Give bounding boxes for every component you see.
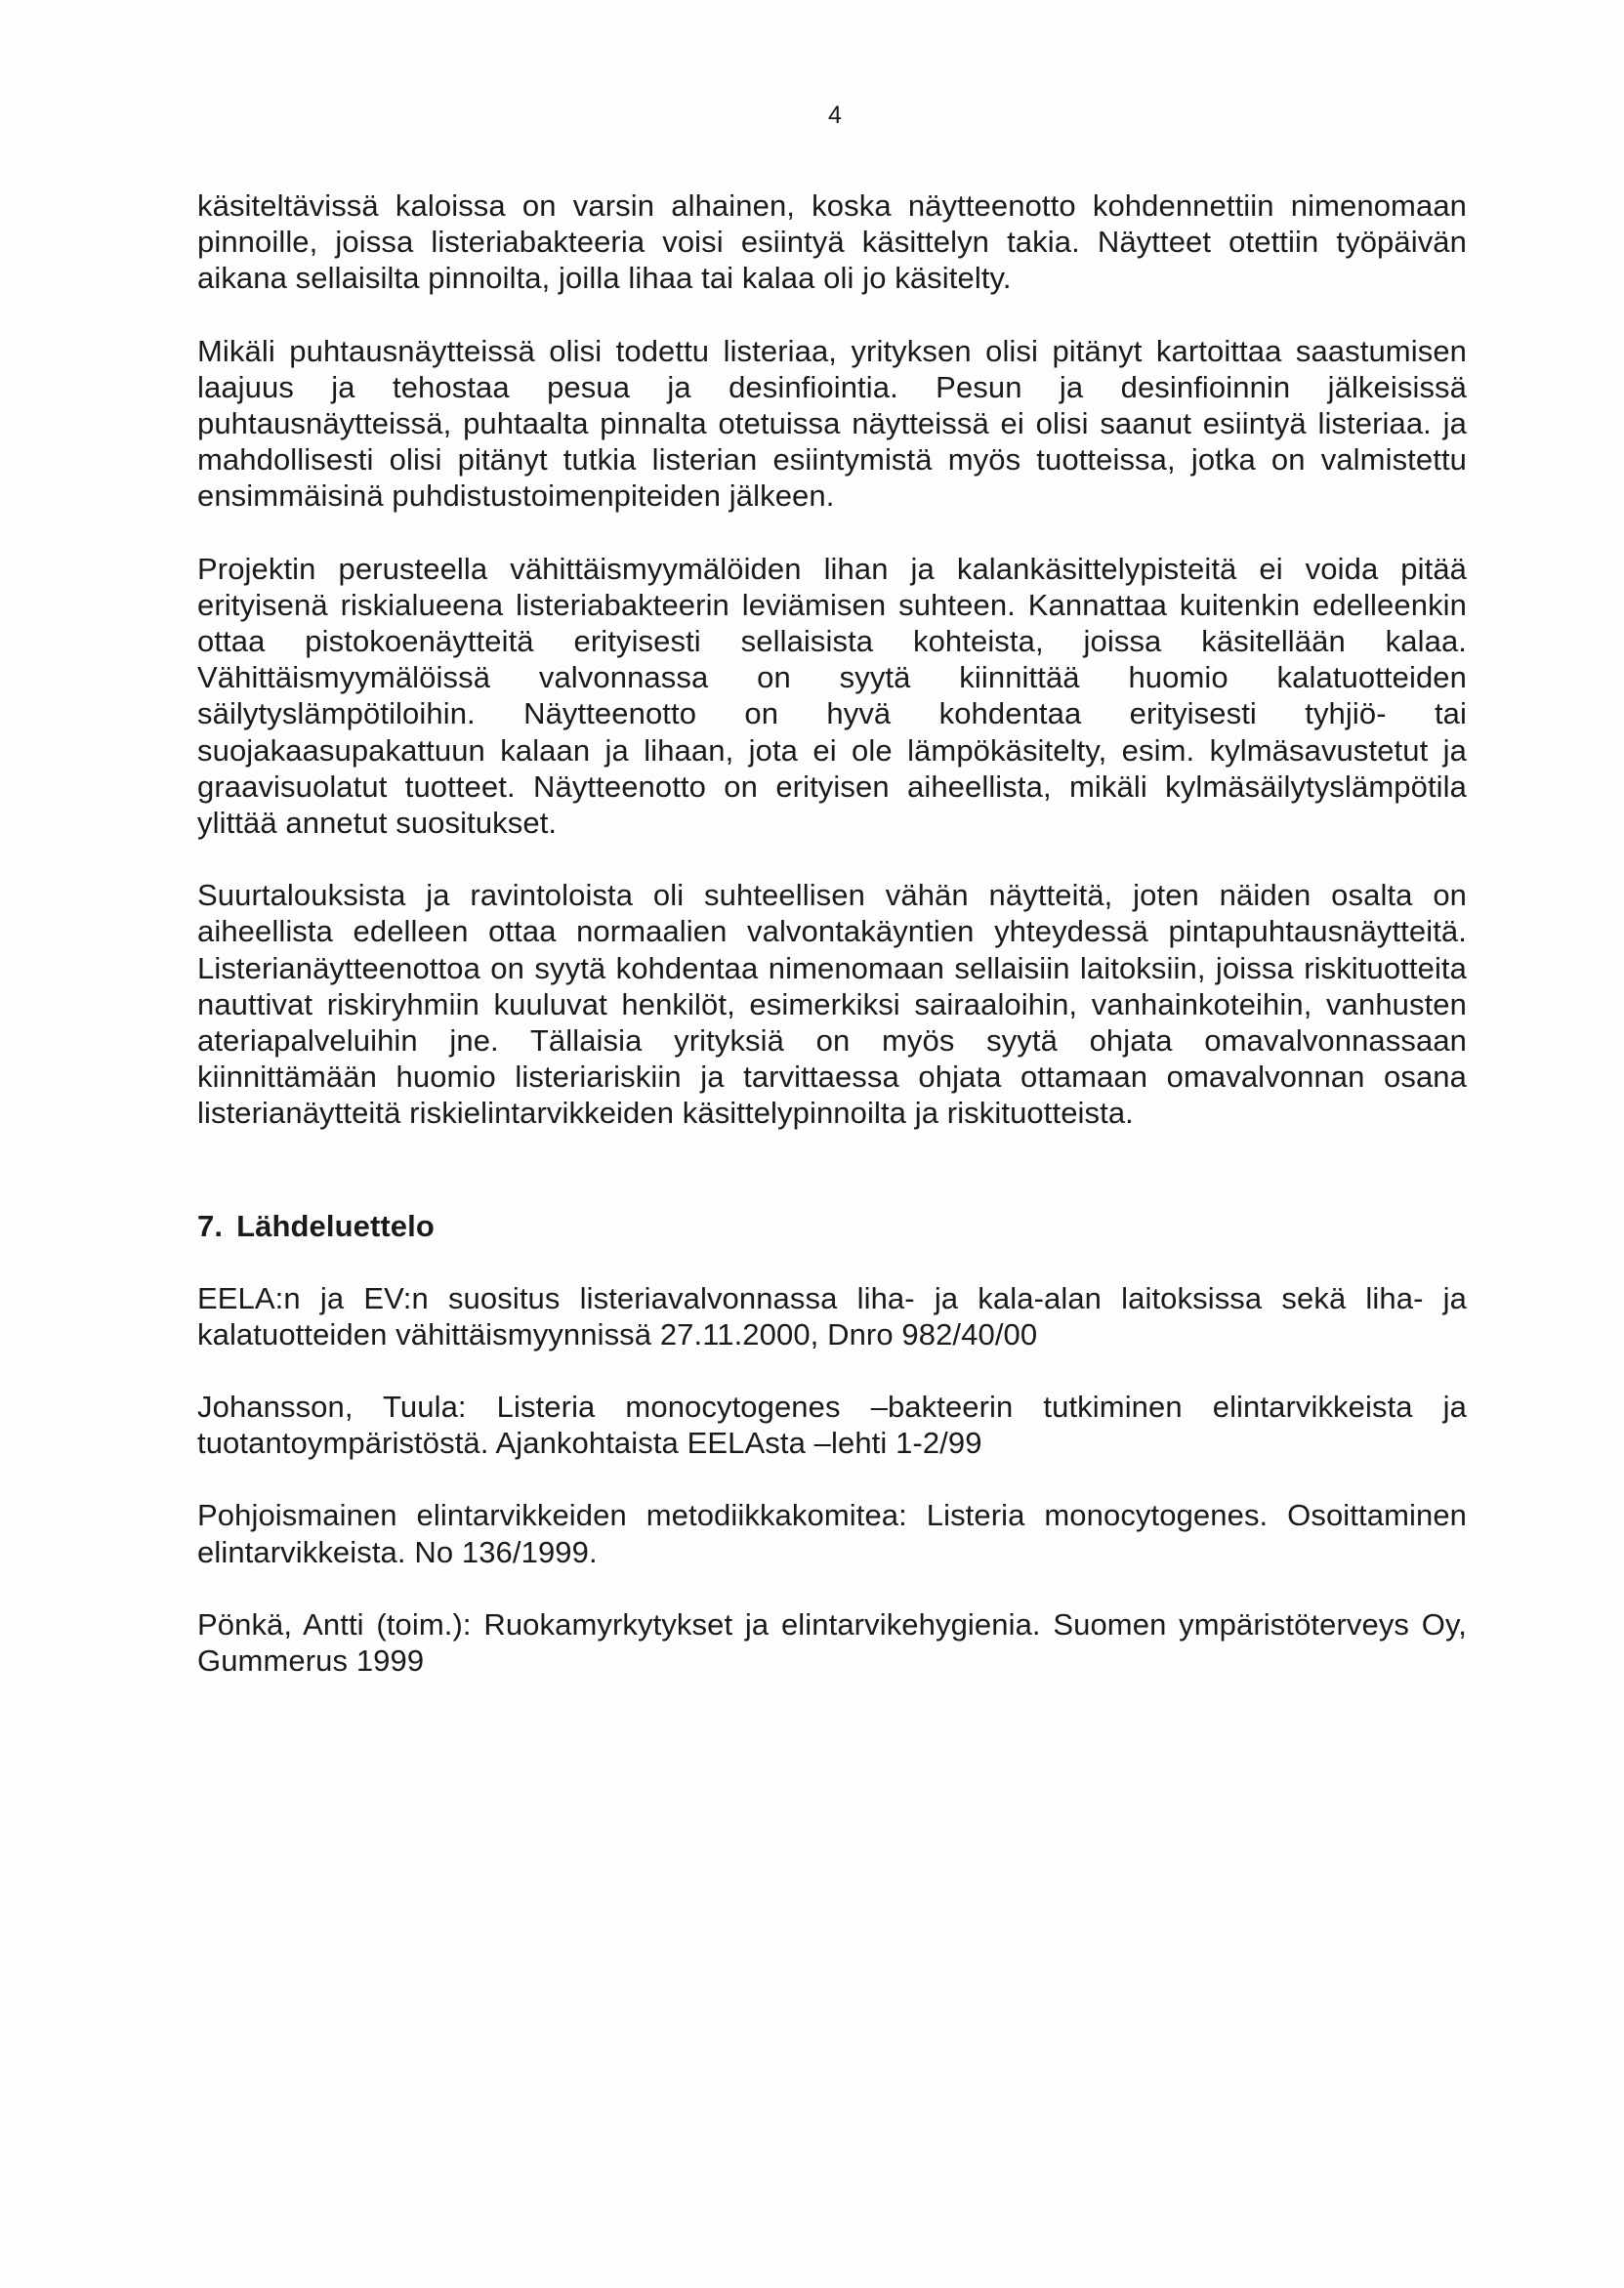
paragraph: käsiteltävissä kaloissa on varsin alhainen, koska näytteenotto kohdennettiin nimenomaan pinnoille, joissa listeriabakteeria voisi esiintyä käsittelyn takia. Näytteet otettiin työpäivän aikana sellaisilta pinnoilta, joilla lihaa tai kalaa oli jo käsitelty. xyxy=(197,188,1467,296)
reference-item: Johansson, Tuula: Listeria monocytogenes –bakteerin tutkiminen elintarvikkeista ja tuotantoympäristöstä. Ajankohtaista EELAsta –lehti 1-2/99 xyxy=(197,1390,1467,1461)
section-heading xyxy=(197,1208,1467,1244)
reference-item: Pohjoismainen elintarvikkeiden metodiikkakomitea: Listeria monocytogenes. Osoittaminen elintarvikkeista. No 136/1999. xyxy=(197,1498,1467,1569)
paragraph: Projektin perusteella vähittäismyymälöiden lihan ja kalankäsittelypisteitä ei voida pitää erityisenä riskialueena listeriabakteerin leviämisen suhteen. Kannattaa kuitenkin edelleenkin ottaa pistokoenäytteitä erityisesti sellaisista kohteista, joissa käsitellään kalaa. Vähittäismyymälöissä valvonnassa on syytä kiinnittää huomio kalatuotteiden säilytyslämpötiloihin. Näytteenotto on hyvä kohdentaa erityisesti tyhjiö- tai suojakaasupakattuun kalaan ja lihaan, jota ei ole lämpökäsitelty, esim. kylmäsavustetut ja graavisuolatut tuotteet. Näytteenotto on erityisen aiheellista, mikäli kylmäsäilytyslämpötila ylittää annetut suositukset. xyxy=(197,551,1467,841)
reference-item: Pönkä, Antti (toim.): Ruokamyrkytykset ja elintarvikehygienia. Suomen ympäristöterveys Oy, Gummerus 1999 xyxy=(197,1606,1467,1679)
reference-item: EELA:n ja EV:n suositus listeriavalvonnassa liha- ja kala-alan laitoksissa sekä liha- ja kalatuotteiden vähittäismyynnissä 27.11.2000, Dnro 982/40/00 xyxy=(197,1280,1467,1352)
section-number: 7. xyxy=(197,1208,224,1243)
page-body xyxy=(197,187,1467,1715)
paragraph: Mikäli puhtausnäytteissä olisi todettu listeriaa, yrityksen olisi pitänyt kartoittaa saastumisen laajuus ja tehostaa pesua ja desinfiointia. Pesun ja desinfioinnin jälkeisissä puhtausnäytteissä, puhtaalta pinnalta otetuissa näytteissä ei olisi saanut esiintyä listeriaa. ja mahdollisesti olisi pitänyt tutkia listerian esiintymistä myös tuotteissa, jotka on valmistettu ensimmäisinä puhdistustoimenpiteiden jälkeen. xyxy=(197,333,1467,514)
section-title: Lähdeluettelo xyxy=(236,1208,435,1243)
paragraph: Suurtalouksista ja ravintoloista oli suhteellisen vähän näytteitä, joten näiden osalta on aiheellista edelleen ottaa normaalien valvontakäyntien yhteydessä pintapuhtausnäytteitä. Listerianäytteenottoa on syytä kohdentaa nimenomaan sellaisiin laitoksiin, joissa riskituotteita nauttivat riskiryhmiin kuuluvat henkilöt, esimerkiksi sairaaloihin, vanhainkoteihin, vanhusten ateriapalveluihin jne. Tällaisia yrityksiä on myös syytä ohjata omavalvonnassaan kiinnittämään huomio listeriariskiin ja tarvittaessa ohjata ottamaan omavalvonnan osana listerianäytteitä riskielintarvikkeiden käsittelypinnoilta ja riskituotteista. xyxy=(197,878,1467,1131)
page-number: 4 xyxy=(828,102,842,129)
